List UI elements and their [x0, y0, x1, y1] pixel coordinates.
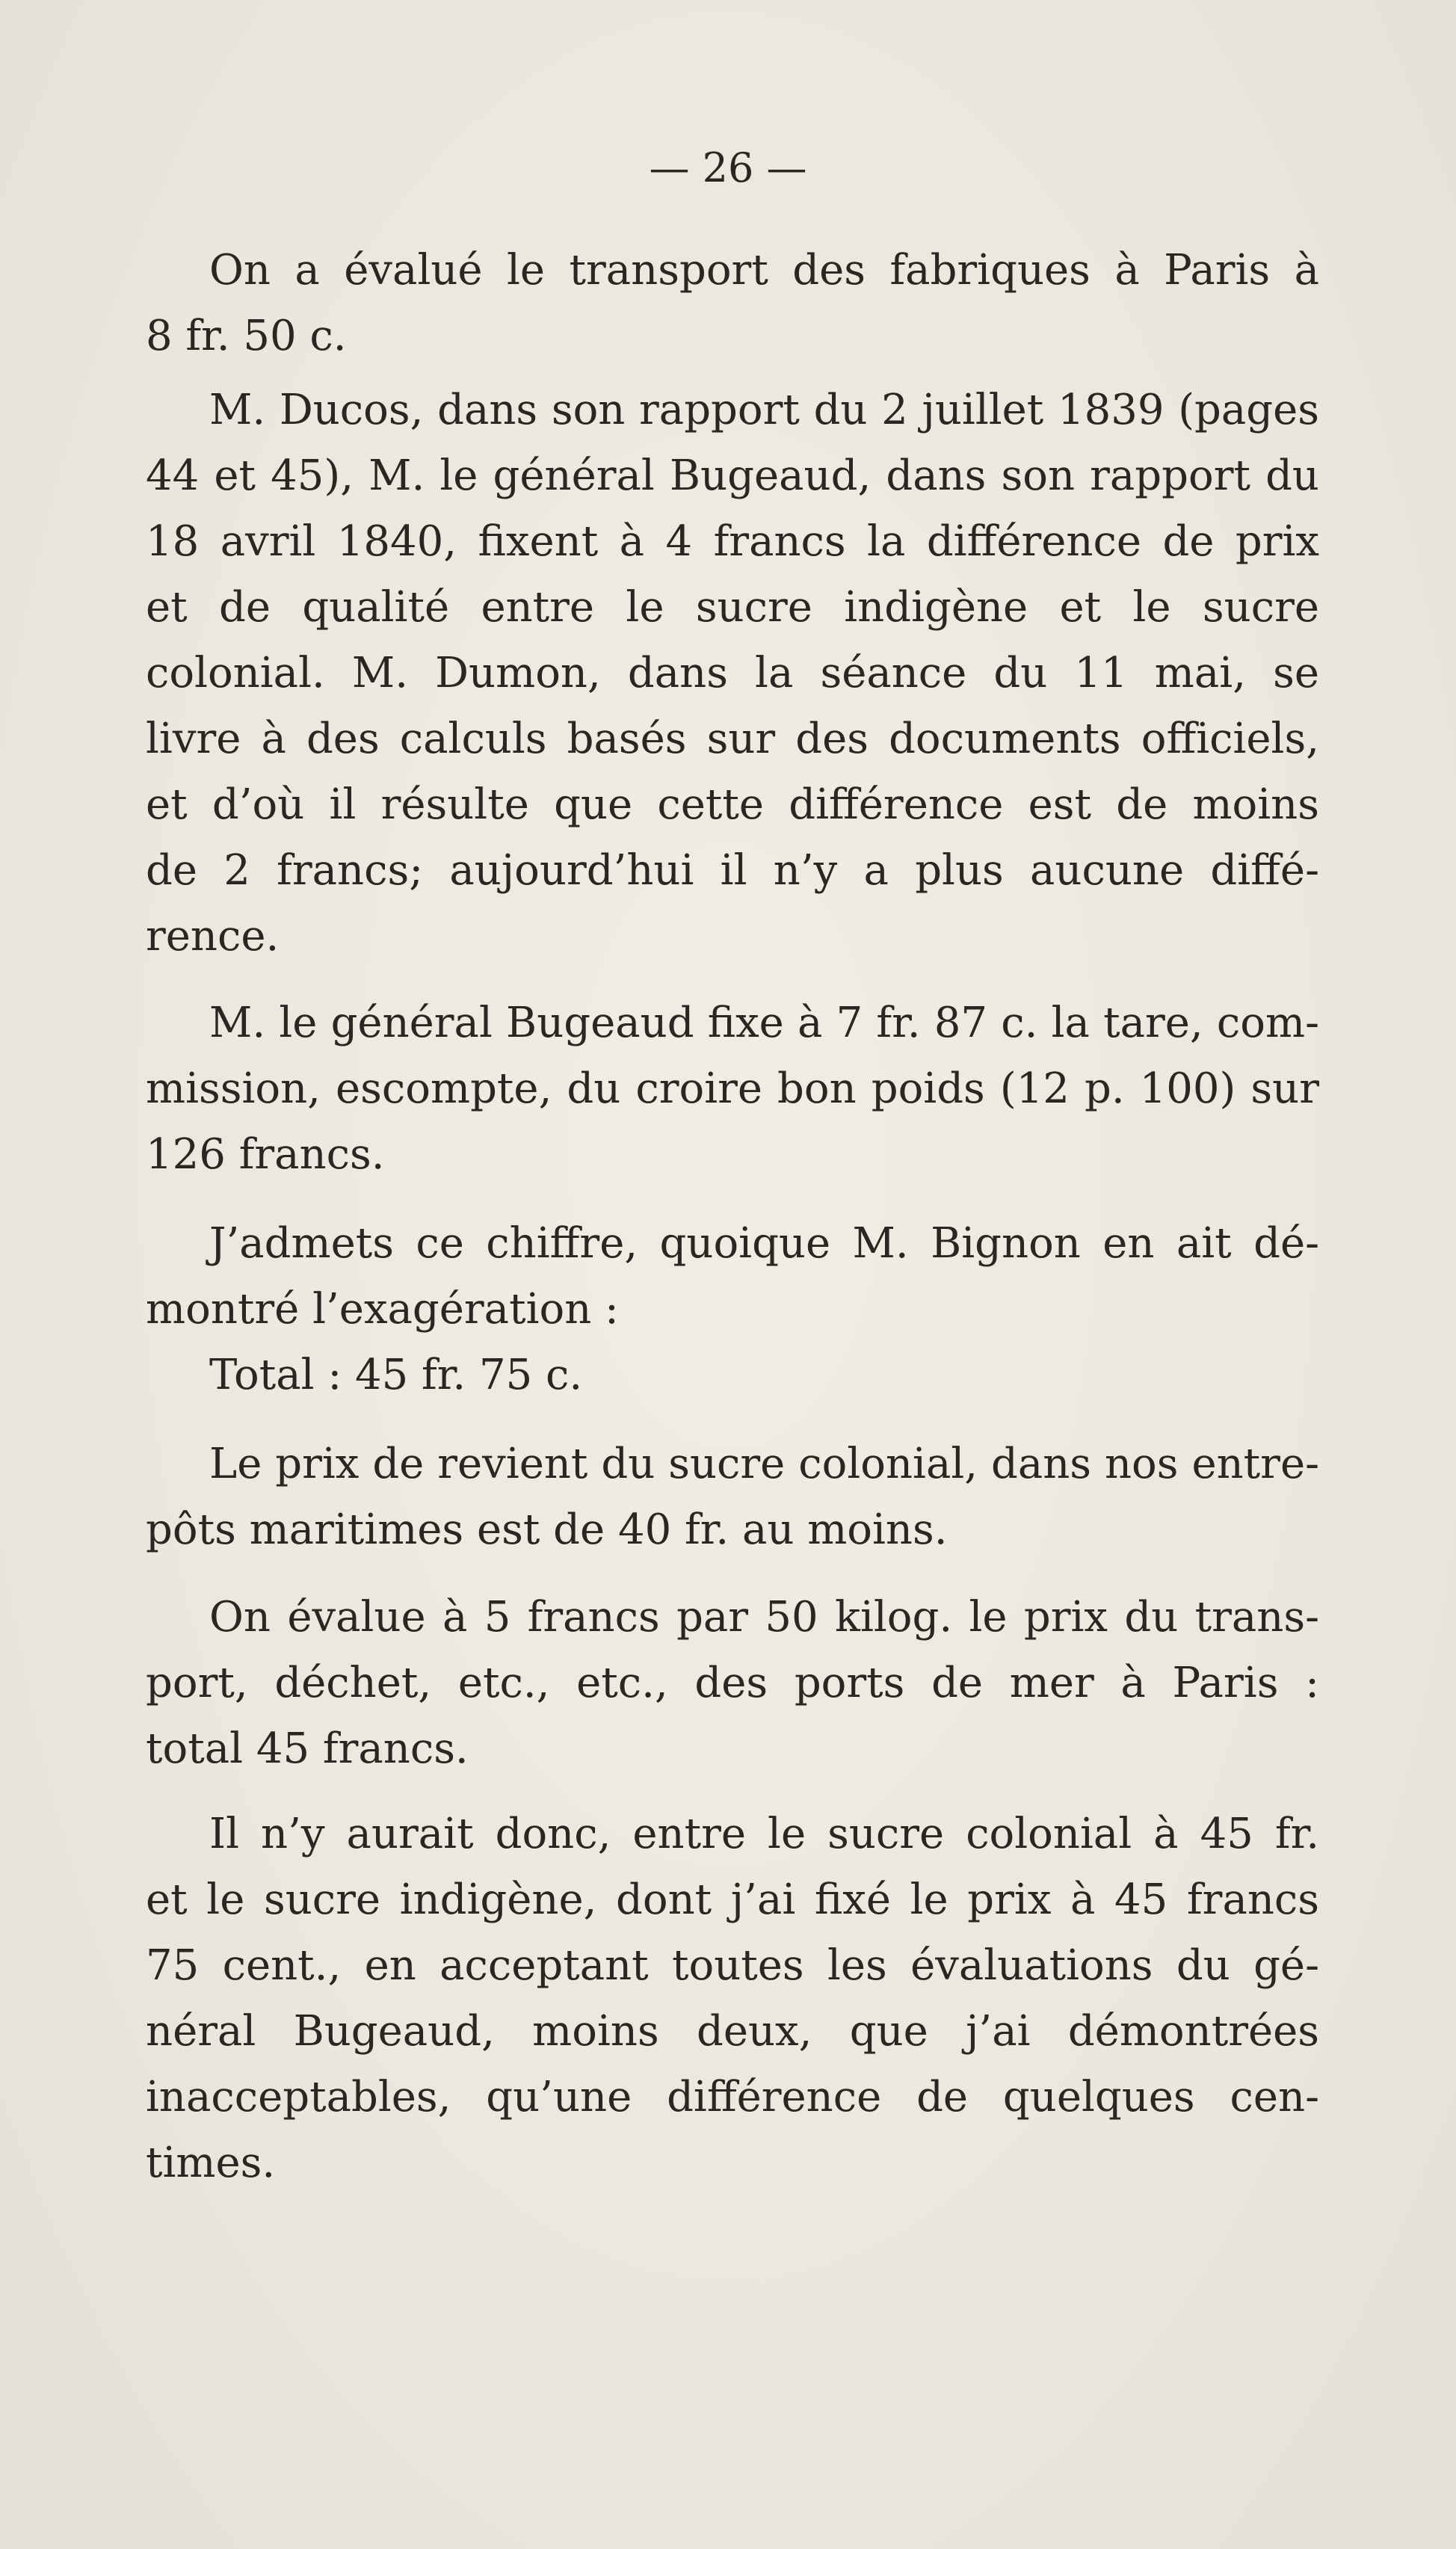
text-line: et d’où il résulte que cette différence est de moins [146, 780, 1319, 829]
text-line: Il n’y aurait donc, entre le sucre colonial à 45 fr. [209, 1810, 1319, 1858]
text-line: de 2 francs; aujourd’hui il n’y a plus aucune diffé- [146, 846, 1319, 895]
page-number: — 26 — [649, 144, 807, 191]
text-line: livre à des calculs basés sur des documents officiels, [146, 715, 1319, 763]
text-line: inacceptables, qu’une différence de quelques cen- [146, 2073, 1319, 2121]
text-line: port, déchet, etc., etc., des ports de mer à Paris : [146, 1659, 1319, 1707]
paragraph-7 [146, 1801, 1319, 2196]
text-line: 44 et 45), M. le général Bugeaud, dans son rapport du [146, 451, 1319, 500]
text-line: times. [146, 2139, 276, 2187]
text-line: M. Ducos, dans son rapport du 2 juillet 1839 (pages [209, 386, 1319, 434]
text-line: pôts maritimes est de 40 fr. au moins. [146, 1505, 948, 1554]
paragraph-1 [146, 238, 1319, 369]
text-line: On évalue à 5 francs par 50 kilog. le prix du trans- [209, 1593, 1319, 1642]
text-line: 126 francs. [146, 1130, 385, 1179]
paragraph-4 [146, 1211, 1319, 1408]
text-line: rence. [146, 912, 280, 961]
text-line: néral Bugeaud, moins deux, que j’ai démontrées [146, 2007, 1319, 2056]
paragraph-3 [146, 990, 1319, 1188]
text-line: et de qualité entre le sucre indigène et le sucre [146, 583, 1319, 632]
paragraph-6 [146, 1585, 1319, 1782]
text-line: Le prix de revient du sucre colonial, dans nos entre- [209, 1440, 1319, 1488]
text-line: 8 fr. 50 c. [146, 312, 347, 360]
paragraph-5 [146, 1431, 1319, 1563]
text-line: M. le général Bugeaud fixe à 7 fr. 87 c. la tare, com- [209, 999, 1319, 1047]
text-line: Total : 45 fr. 75 c. [209, 1351, 583, 1399]
text-line: On a évalué le transport des fabriques à Paris à [209, 246, 1319, 295]
text-line: total 45 francs. [146, 1724, 469, 1773]
text-line: J’admets ce chiffre, quoique M. Bignon en ait dé- [209, 1219, 1319, 1268]
paragraph-2 [146, 377, 1319, 970]
text-line: 18 avril 1840, fixent à 4 francs la différence de prix [146, 517, 1319, 566]
text-line: et le sucre indigène, dont j’ai fixé le prix à 45 francs [146, 1875, 1319, 1924]
text-line: mission, escompte, du croire bon poids (12 p. 100) sur [146, 1064, 1319, 1113]
text-line: colonial. M. Dumon, dans la séance du 11 mai, se [146, 649, 1319, 697]
text-line: montré l’exagération : [146, 1285, 619, 1334]
text-line: 75 cent., en acceptant toutes les évaluations du gé- [146, 1941, 1319, 1990]
